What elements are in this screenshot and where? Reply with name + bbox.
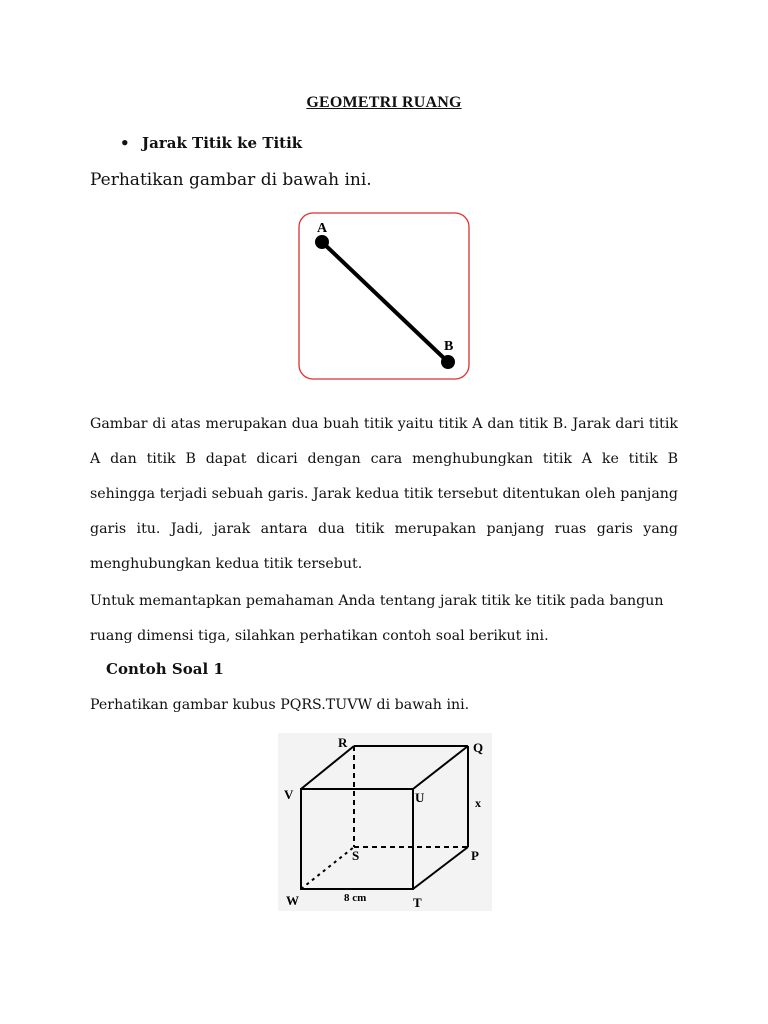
edge-length-label: 8 cm	[344, 892, 367, 904]
vertex-label-u: U	[415, 790, 425, 805]
vertex-label-w: W	[286, 893, 299, 908]
paragraph-1: Gambar di atas merupakan dua buah titik yaitu titik A dan titik B. Jarak dari titik A dan titik B dapat dicari dengan cara menghubungkan titik A ke titik B sehingga terjadi sebuah garis. Jarak kedua titik tersebut ditentukan oleh panjang garis itu. Jadi, jarak antara dua titik merupakan panjang ruas garis yang menghubungkan kedua titik tersebut.	[90, 416, 678, 572]
example-heading: Contoh Soal 1	[106, 660, 224, 678]
bullet-item	[120, 134, 302, 152]
page-title: GEOMETRI RUANG	[306, 94, 462, 111]
vertex-label-r: R	[338, 735, 348, 750]
vertex-label-t: T	[413, 895, 422, 910]
vertex-label-p: P	[471, 848, 479, 863]
bullet-dot: •	[120, 134, 130, 152]
bullet-text: Jarak Titik ke Titik	[142, 134, 303, 152]
paragraph-3: Perhatikan gambar kubus PQRS.TUVW di bawah ini.	[90, 697, 470, 713]
paragraph-2: Untuk memantapkan pemahaman Anda tentang jarak titik ke titik pada bangun ruang dimensi tiga, silahkan perhatikan contoh soal berikut ini.	[90, 593, 664, 644]
point-a-label: A	[317, 221, 328, 236]
intro-text: Perhatikan gambar di bawah ini.	[90, 170, 372, 190]
cube-figure-background	[278, 733, 492, 911]
vertex-label-s: S	[352, 848, 360, 863]
vertex-label-q: Q	[473, 740, 484, 755]
cube-figure	[278, 733, 492, 911]
point-a-dot	[315, 235, 329, 249]
point-distance-figure	[298, 212, 470, 380]
point-b-label: B	[444, 339, 454, 354]
edge-label-x: x	[475, 796, 481, 810]
point-b-dot	[441, 355, 455, 369]
vertex-label-v: V	[284, 787, 294, 802]
